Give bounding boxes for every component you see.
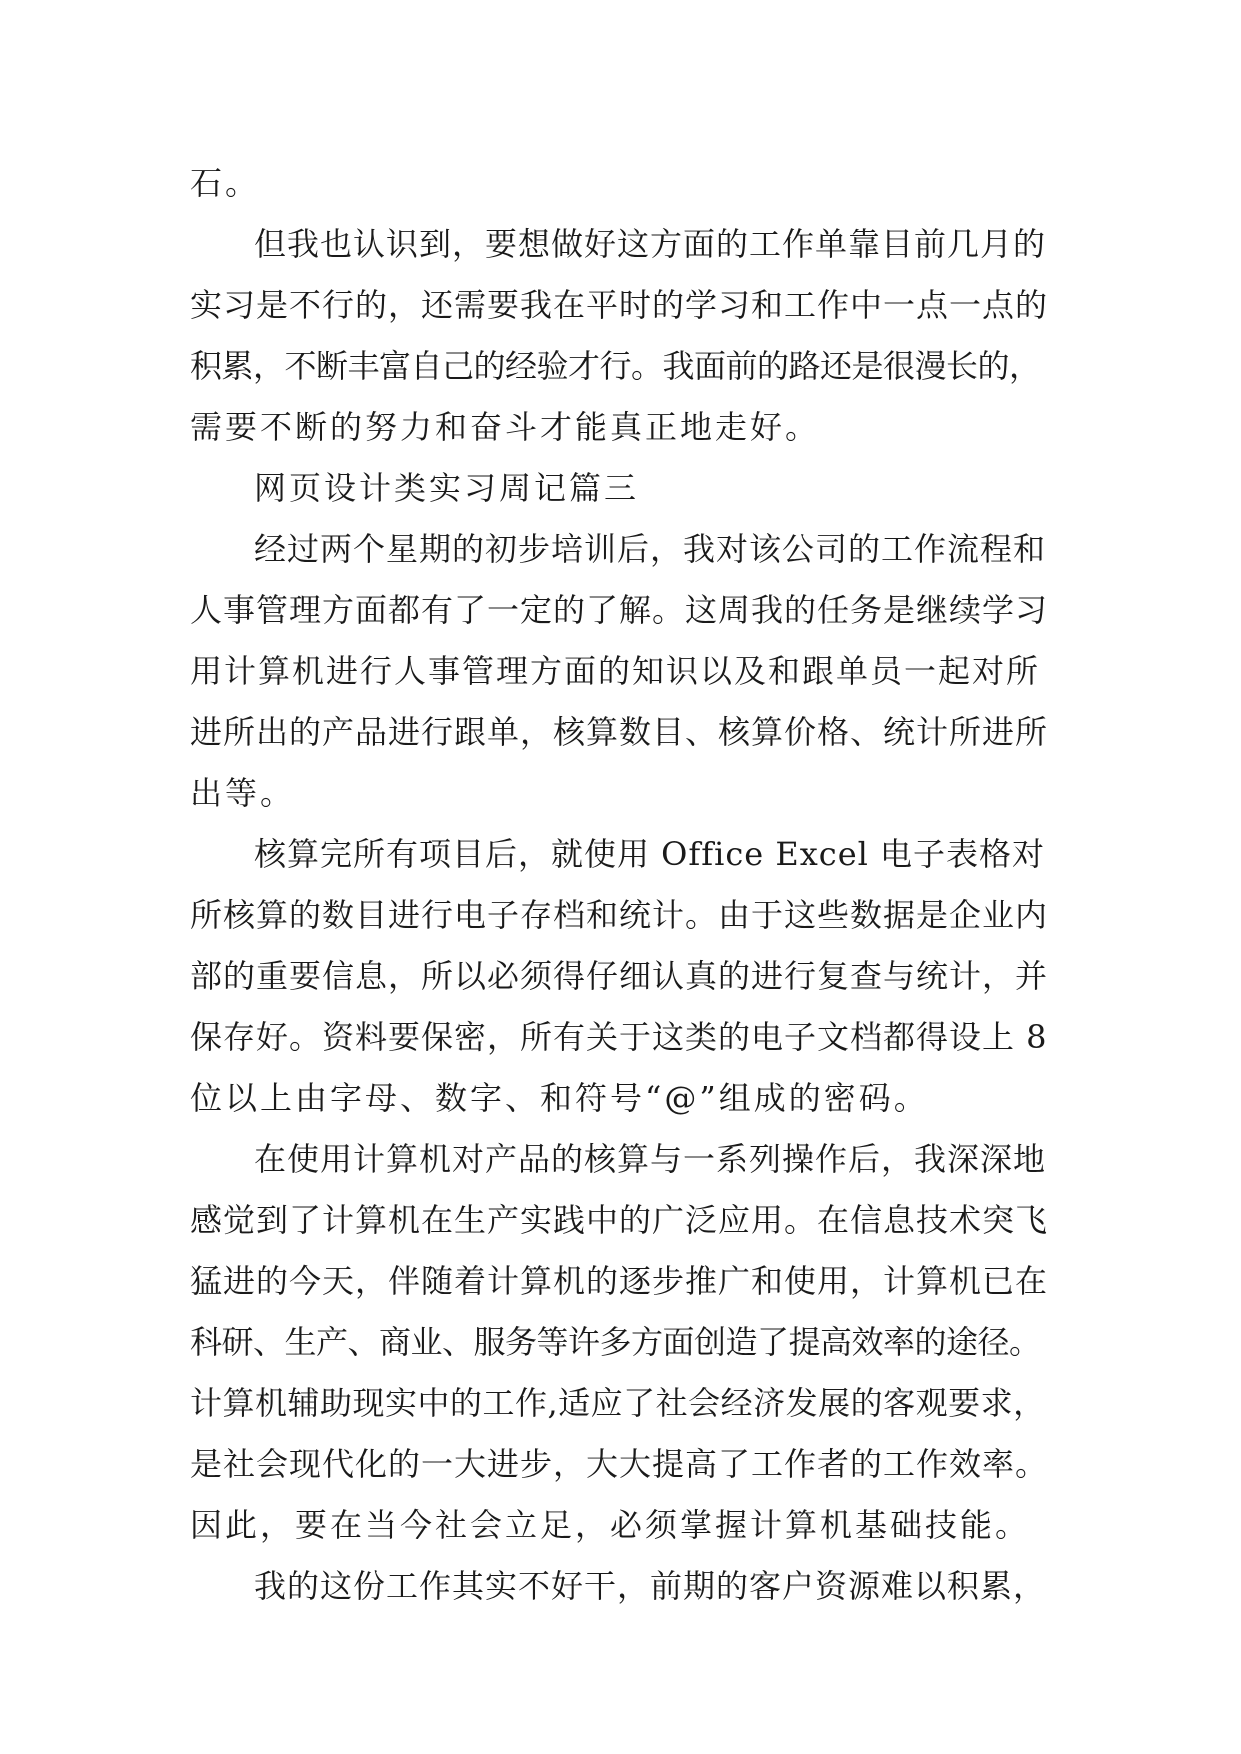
text-line-2: 但我也认识到，要想做好这方面的工作单靠目前几月的: [254, 225, 1047, 263]
text-line-24: 我的这份工作其实不好干，前期的客户资源难以积累，: [254, 1567, 1047, 1605]
text-line-9: 用计算机进行人事管理方面的知识以及和跟单员一起对所: [190, 652, 1041, 690]
text-line-12: 核算完所有项目后，就使用 Office Excel 电子表格对: [254, 835, 1046, 873]
text-line-22: 是社会现代化的一大进步，大大提高了工作者的工作效率。: [190, 1445, 1049, 1483]
text-line-18: 感觉到了计算机在生产实践中的广泛应用。在信息技术突飞: [190, 1201, 1049, 1239]
text-line-20: 科研、生产、商业、服务等许多方面创造了提高效率的途径。: [190, 1323, 1041, 1361]
text-line-14: 部的重要信息，所以必须得仔细认真的进行复查与统计，并: [190, 957, 1049, 995]
text-line-21: 计算机辅助现实中的工作,适应了社会经济发展的客观要求，: [190, 1384, 1046, 1422]
text-line-15: 保存好。资料要保密，所有关于这类的电子文档都得设上 8: [190, 1018, 1048, 1056]
text-line-19: 猛进的今天，伴随着计算机的逐步推广和使用，计算机已在: [190, 1262, 1049, 1300]
document-body: [190, 153, 1050, 1617]
section-heading: 网页设计类实习周记篇三: [254, 469, 640, 507]
text-line-10: 进所出的产品进行跟单，核算数目、核算价格、统计所进所: [190, 713, 1049, 751]
text-line-23: 因此，要在当今社会立足，必须掌握计算机基础技能。: [190, 1506, 1031, 1544]
text-line-11: 出等。: [190, 774, 296, 812]
text-line-1: 石。: [190, 164, 261, 202]
text-line-7: 经过两个星期的初步培训后，我对该公司的工作流程和: [254, 530, 1047, 568]
text-line-5: 需要不断的努力和奋斗才能真正地走好。: [190, 408, 821, 446]
text-line-8: 人事管理方面都有了一定的了解。这周我的任务是继续学习: [190, 591, 1049, 629]
text-line-3: 实习是不行的，还需要我在平时的学习和工作中一点一点的: [190, 286, 1049, 324]
text-line-13: 所核算的数目进行电子存档和统计。由于这些数据是企业内: [190, 896, 1049, 934]
text-line-17: 在使用计算机对产品的核算与一系列操作后，我深深地: [254, 1140, 1047, 1178]
text-line-4: 积累，不断丰富自己的经验才行。我面前的路还是很漫长的，: [190, 347, 1041, 385]
text-line-16: 位以上由字母、数字、和符号“@”组成的密码。: [190, 1079, 929, 1117]
